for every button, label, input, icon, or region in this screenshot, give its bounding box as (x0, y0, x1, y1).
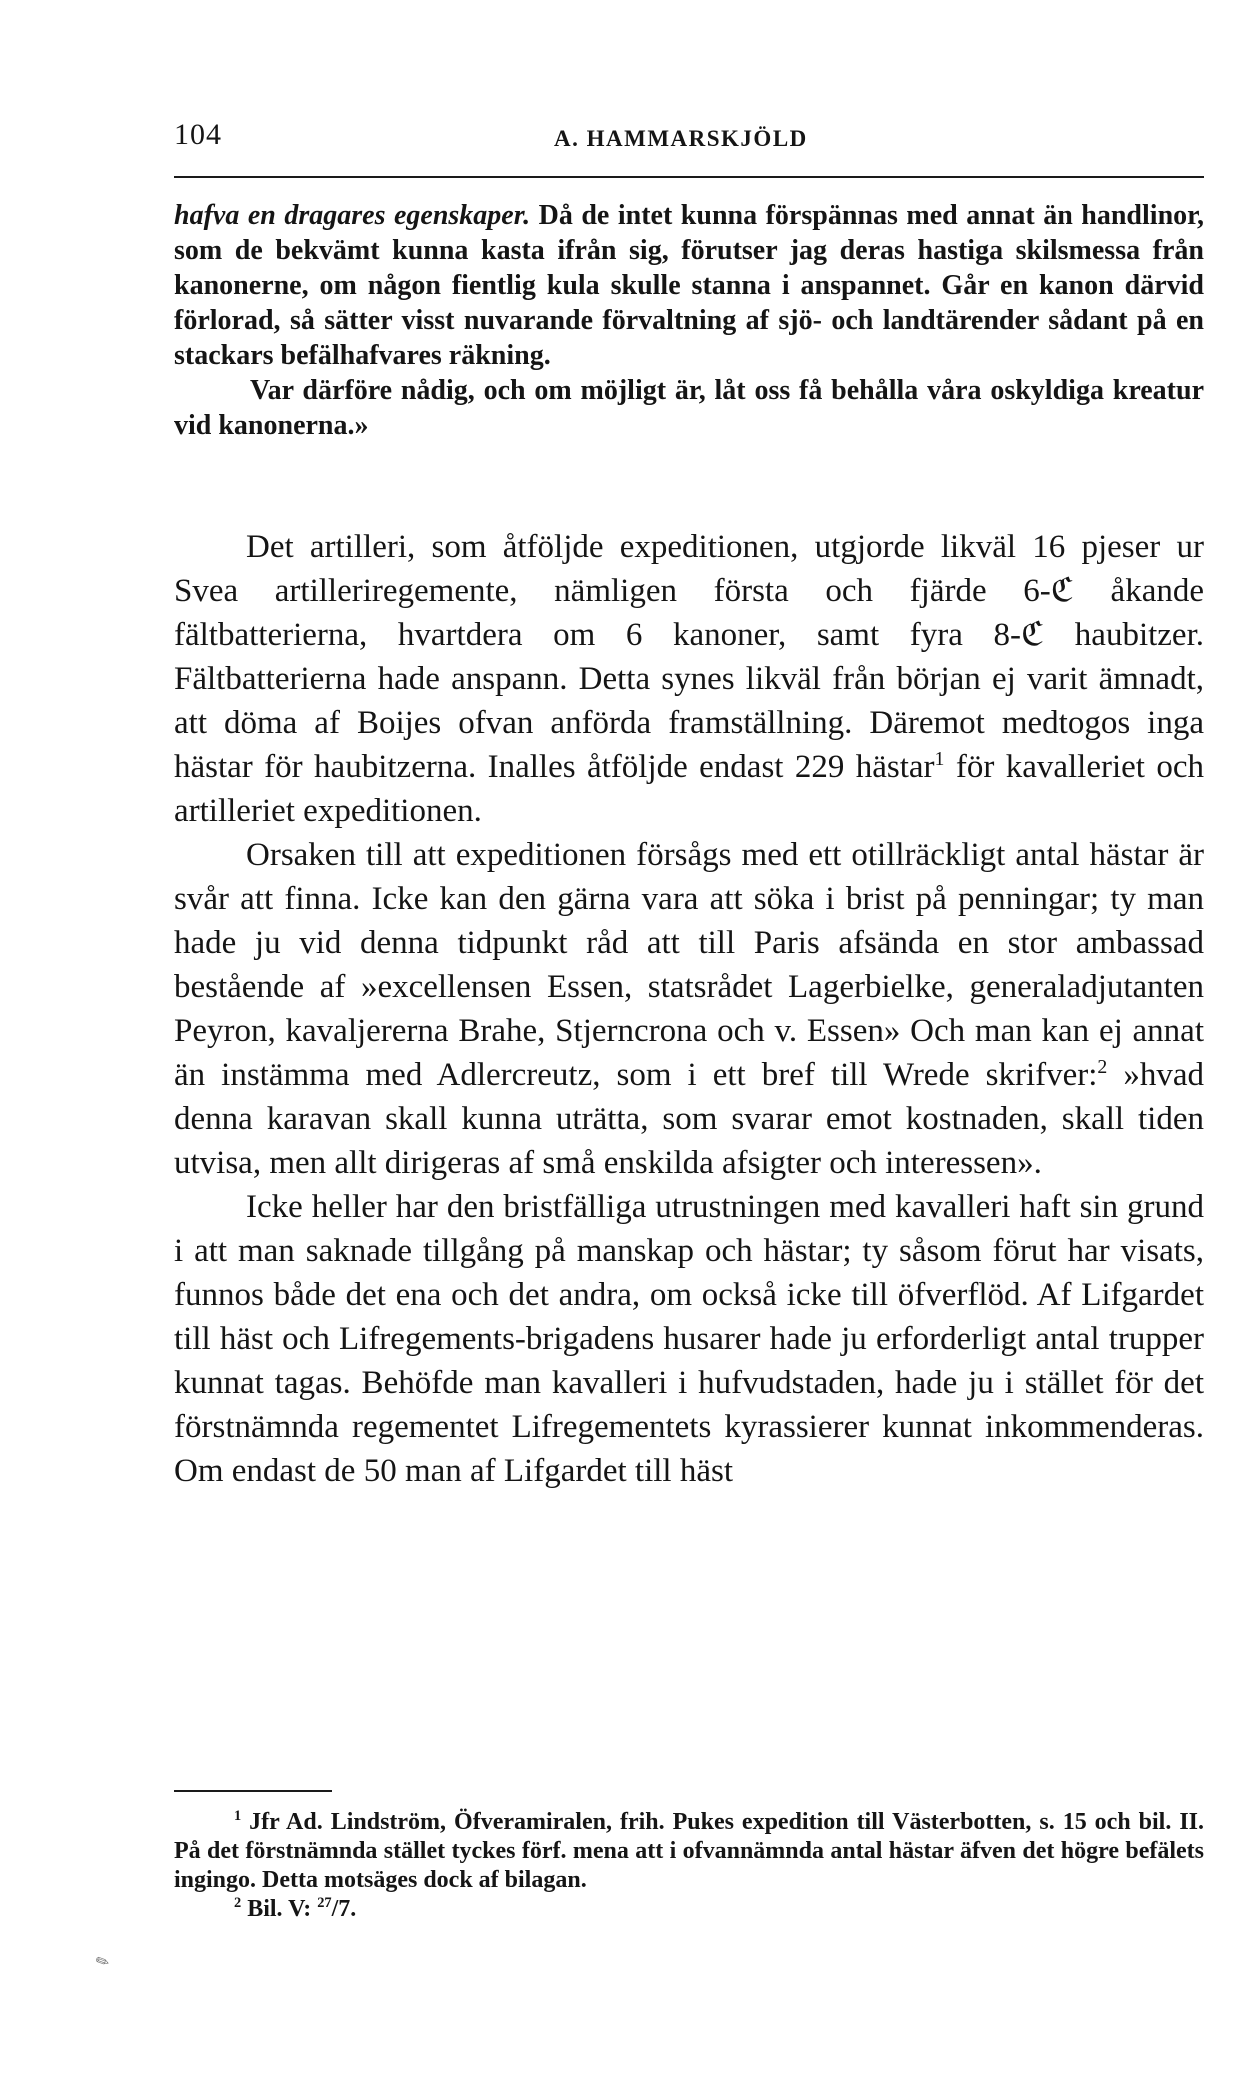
body-paragraph-2 (174, 833, 1204, 1185)
body-paragraph-2-text: Orsaken till att expeditionen försågs med ett otillräckligt antal hästar är svår att finna. Icke kan den gärna vara att söka i brist på penningar; ty man hade ju vid denna tidpunkt råd att till Paris afsända en stor ambassad bestående af »excellensen Essen, statsrådet Lagerbielke, generaladjutanten Peyron, kavaljererna Brahe, Stjerncrona och v. Essen» Och man kan ej annat än instämma med Adlercreutz, som i ett bref till Wrede skrifver: (174, 837, 1204, 1093)
footnote-2-date-day: 27 (317, 1895, 332, 1911)
quote-paragraph-1 (174, 198, 1204, 373)
body-paragraph-3: Icke heller har den bristfälliga utrustningen med kavalleri haft sin grund i att man saknade tillgång på manskap och hästar; ty såsom förut har visats, funnos både det ena och det andra, om också icke till öfverflöd. Af Lifgardet till häst och Lifregements-brigadens husarer hade ju erforderligt antal trupper kunnat tagas. Behöfde man kavalleri i hufvudstaden, hade ju i stället för det förstnämnda regementet Lifregementets kyrassierer kunnat inkommenderas. Om endast de 50 man af Lifgardet till häst (174, 1189, 1204, 1489)
quote-paragraph-2: Var därföre nådig, och om möjligt är, låt oss få behålla våra oskyldiga kreatur vid kanonerna.» (174, 375, 1204, 441)
running-head: A. HAMMARSKJÖLD (554, 126, 808, 151)
body-paragraph-1-text: Det artilleri, som åtföljde expeditionen, utgjorde likväl 16 pjeser ur Svea artilleriregemente, nämligen första och fjärde 6-ℭ åkande fältbatterierna, hvartdera om 6 kanoner, samt fyra 8-ℭ haubitzer. Fältbatterierna hade anspann. Detta synes likväl från början ej varit ämnadt, att döma af Boijes ofvan anförda framställning. Däremot medtogos inga hästar för haubitzerna. Inalles åtföljde endast 229 hästar (174, 529, 1204, 785)
quote-italic-phrase: hafva en dragares egenskaper. (174, 200, 531, 231)
scan-speck: ✎ (93, 1951, 113, 1973)
footnotes (174, 1808, 1204, 1924)
body-paragraph-1-end: för kavalleriet och artilleriet expeditionen. (174, 749, 1204, 829)
quote-paragraph-1-text: Då de intet kunna förspännas med annat än handlinor, som de bekvämt kunna kasta ifrån sig, förutser jag deras hastiga skilsmessa från kanonerne, om någon fientlig kula skulle stanna i anspannet. Går en kanon därvid förlorad, så sätter visst nuvarande förvaltning af sjö- och landtärender sådant på en stackars befälhafvares räkning. (174, 200, 1204, 371)
page-header (174, 118, 1204, 160)
footnote-1 (174, 1808, 1204, 1895)
quoted-letter (174, 198, 1204, 443)
footnote-ref-1: 1 (934, 748, 945, 770)
header-rule (174, 176, 1204, 178)
footnote-1-text: Jfr Ad. Lindström, Öfveramiralen, frih. Pukes expedition till Västerbotten, s. 15 och bil. II. På det förstnämnda stället tyckes förf. mena att i ofvannämnda antal hästar äfven det högre befälets ingingo. Detta motsäges dock af bilagan. (174, 1809, 1204, 1893)
footnote-2-date-month: /7. (331, 1896, 357, 1922)
footnote-2-mark: 2 (234, 1895, 242, 1911)
book-page (174, 118, 1204, 1922)
footnote-2-prefix: Bil. V: (241, 1896, 318, 1922)
body-paragraph-1 (174, 525, 1204, 833)
footnote-1-mark: 1 (234, 1808, 242, 1824)
footnote-ref-2: 2 (1097, 1056, 1108, 1078)
footnote-rule (174, 1790, 332, 1792)
footnote-2 (174, 1895, 1204, 1924)
main-text (174, 525, 1204, 1493)
body-paragraph-2-end: »hvad denna karavan skall kunna uträtta, som svarar emot kostnaden, skall tiden utvisa, men allt dirigeras af små enskilda afsigter och interessen». (174, 1057, 1204, 1181)
page-number: 104 (174, 118, 222, 151)
